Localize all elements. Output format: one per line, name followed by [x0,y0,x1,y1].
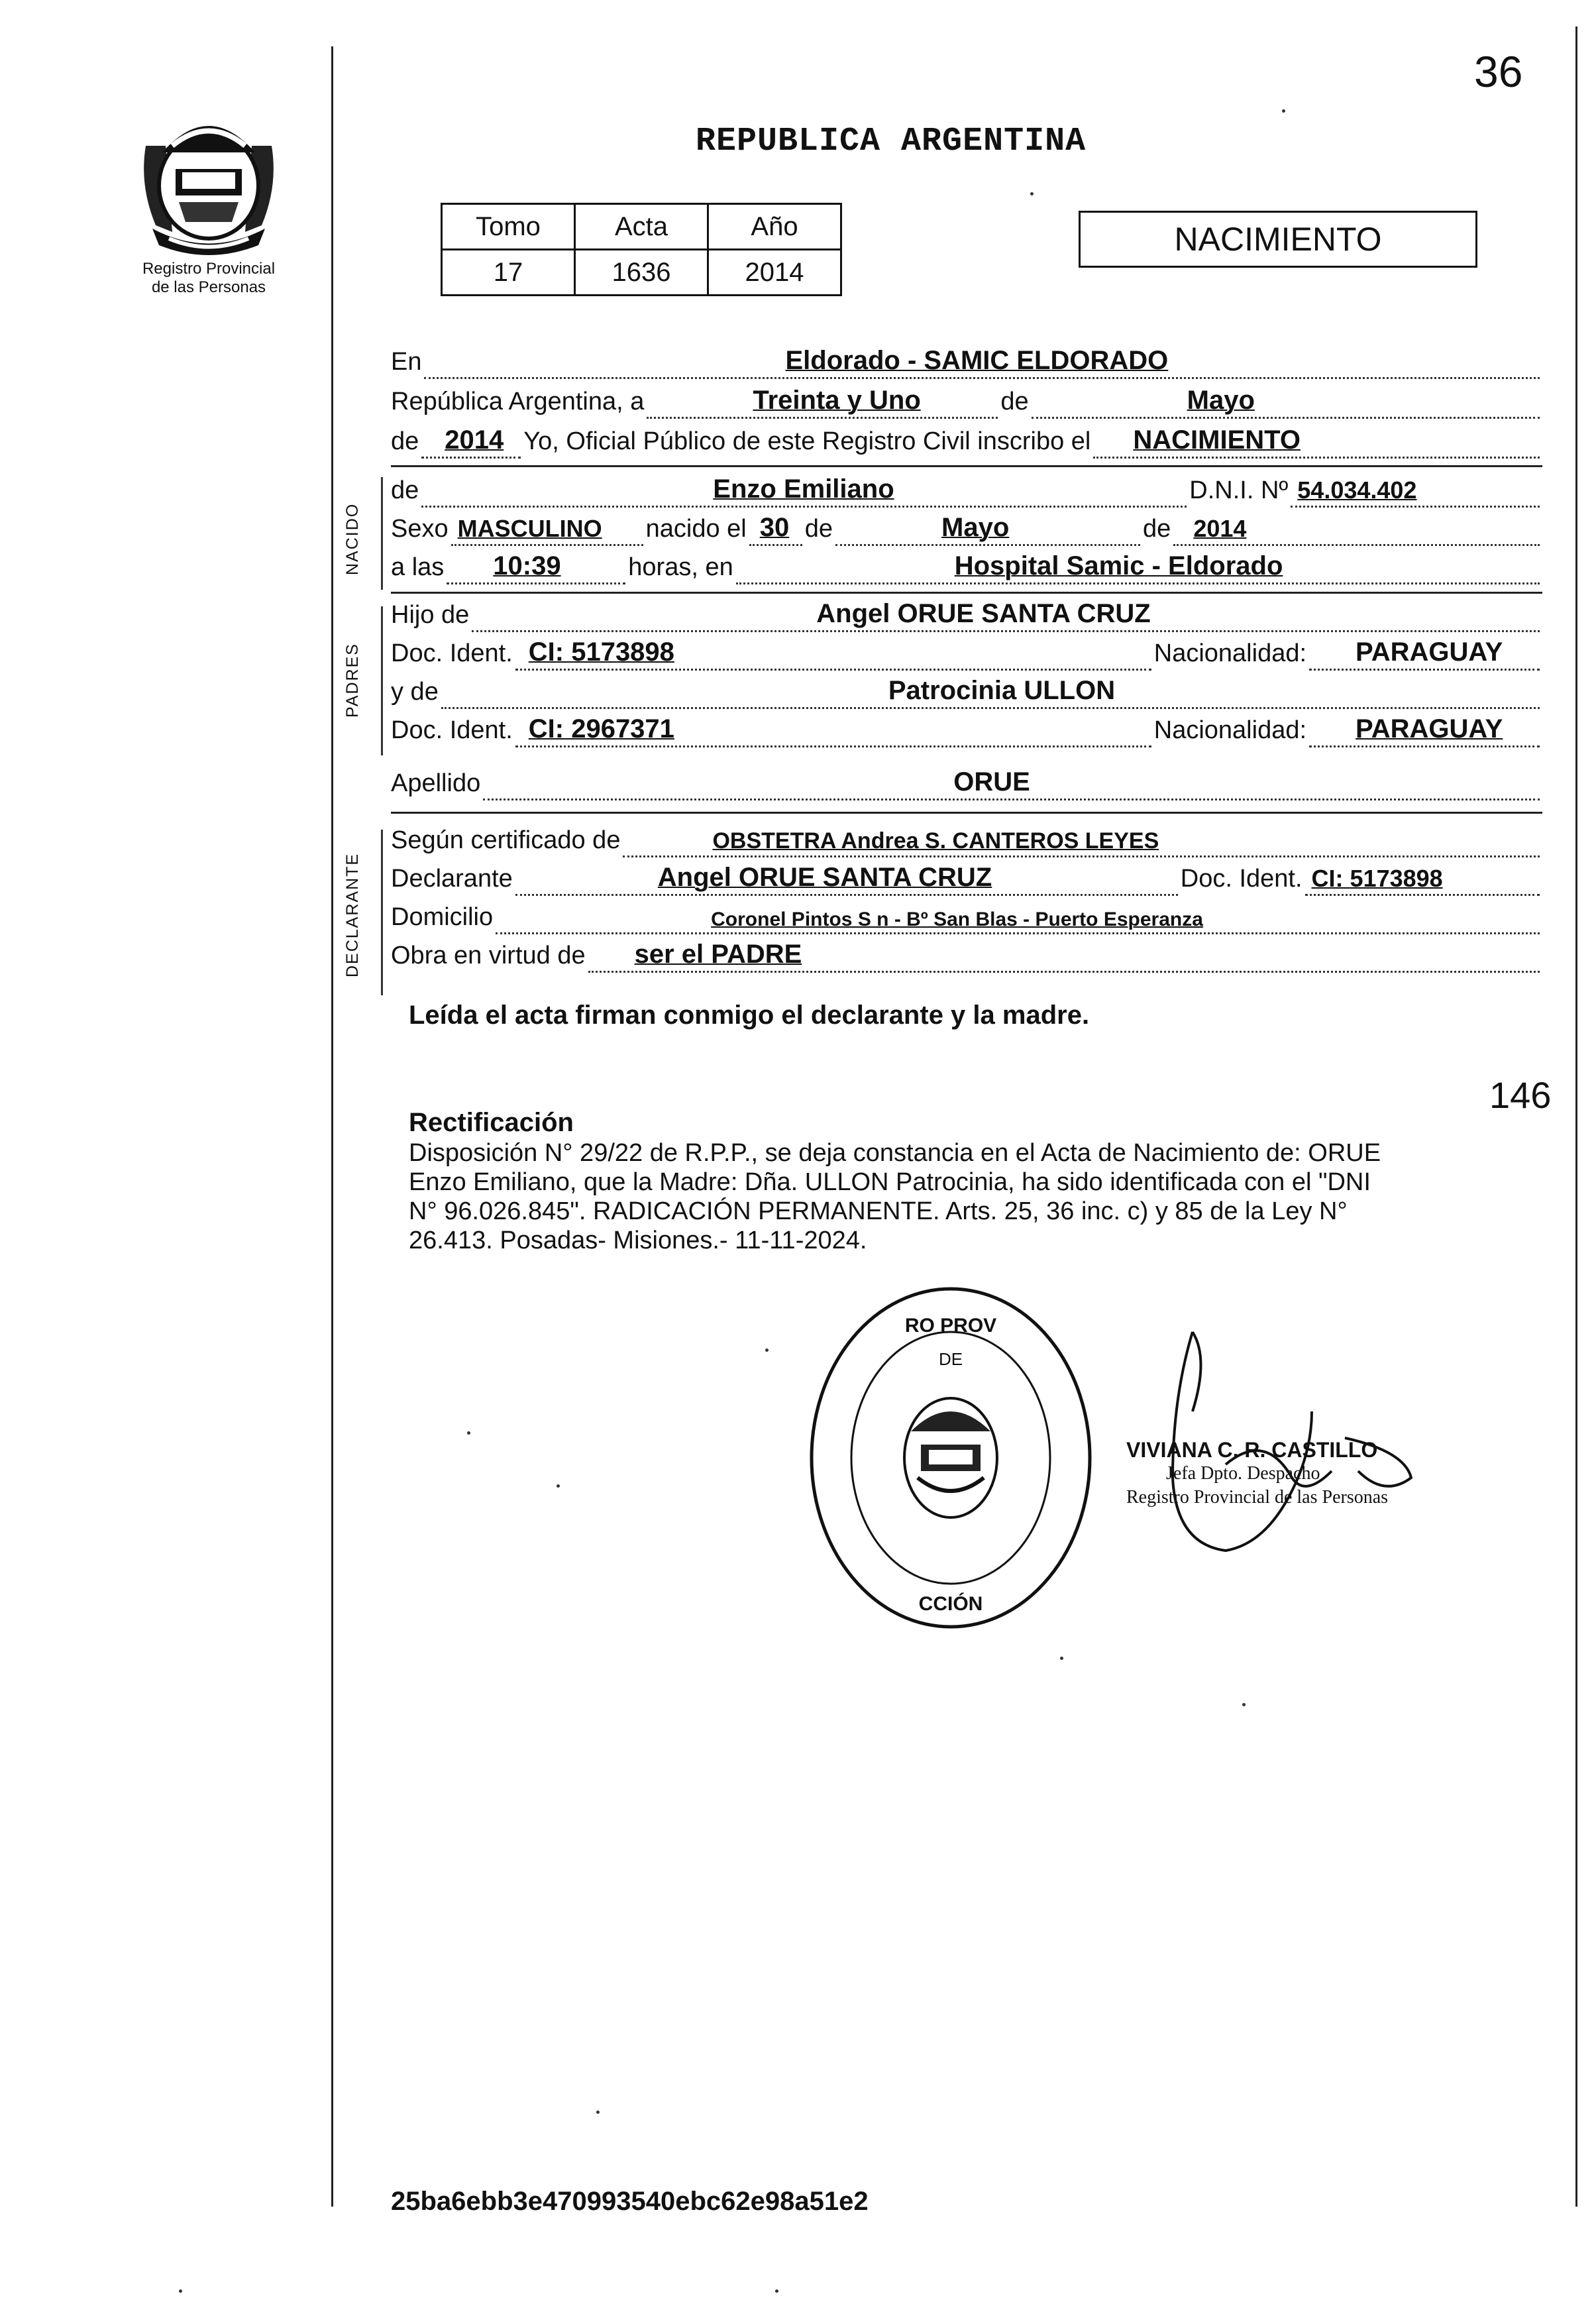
certificate-value: OBSTETRA Andrea S. CANTEROS LEYES [712,828,1159,853]
svg-text:DE: DE [938,1349,963,1369]
father-name-value: Angel ORUE SANTA CRUZ [816,599,1151,628]
anio-value: 2014 [708,250,841,296]
father-nationality-value: PARAGUAY [1356,637,1503,667]
acta-header: Acta [575,204,708,250]
rectification-text: Disposición N° 29/22 de R.P.P., se deja constancia en el Acta de Nacimiento de: ORUE Enzo Emiliano, que la Madre: Dña. ULLON Patrocinia, ha sido identificada con el "DNI N° 96.026.845". RADICACIÓN PERMANENTE. Arts. 25, 36 inc. c) y 85 de la Ley N° 26.413. Posadas- Misiones.- 11-11-2024. [409,1139,1381,1254]
place-value: Eldorado - SAMIC ELDORADO [785,346,1169,375]
inscribe-value: NACIMIENTO [1133,425,1301,455]
address-value: Coronel Pintos S n - Bº San Blas - Puerto Esperanza [711,908,1203,930]
row-time: a las 10:39 horas, en Hospital Samic - Eldorado [391,549,1542,584]
signer-stamp [1126,1438,1388,1510]
mother-nationality-value: PARAGUAY [1356,714,1503,743]
row-domicilio: Domicilio Coronel Pintos S n - Bº San Blas - Puerto Esperanza [391,899,1542,934]
anio-header: Año [708,204,841,250]
official-seal-icon [802,1279,1100,1637]
register-table [441,203,842,296]
row-inscribe: de 2014 Yo, Oficial Público de este Registro Civil inscribo el NACIMIENTO [391,423,1542,459]
signer-position: Jefa Dpto. Despacho [1166,1463,1320,1484]
birth-place-value: Hospital Samic - Eldorado [954,551,1283,580]
row-obra: Obra en virtud de ser el PADRE [391,937,1542,973]
birth-year-value: 2014 [1193,515,1247,542]
father-doc-value: CI: 5173898 [528,637,674,667]
row-father: Hijo de Angel ORUE SANTA CRUZ [391,596,1542,632]
svg-text:RO PROV: RO PROV [904,1315,997,1337]
row-cert: Según certificado de OBSTETRA Andrea S. CANTEROS LEYES [391,822,1542,857]
child-name-value: Enzo Emiliano [713,474,894,504]
month-value: Mayo [1187,386,1255,415]
registry-logo [126,106,292,258]
page-number: 36 [1474,47,1523,96]
declarant-doc-value: CI: 5173898 [1311,865,1443,892]
row-mother-doc: Doc. Ident. CI: 2967371 Nacionalidad: PARAGUAY [391,712,1542,747]
document-title: REPUBLICA ARGENTINA [696,123,1087,160]
birth-day-value: 30 [759,513,790,542]
document-hash: 25ba6ebb3e470993540ebc62e98a51e2 [391,2187,869,2216]
day-value: Treinta y Uno [753,386,921,415]
rectification-number: 146 [1489,1074,1552,1116]
birth-time-value: 10:39 [493,551,561,580]
row-declarante: Declarante Angel ORUE SANTA CRUZ Doc. Ident. CI: 5173898 [391,860,1542,896]
right-margin-line [1575,27,1577,2207]
divider-3 [391,812,1542,814]
logo-caption: Registro Provincial de las Personas [142,260,276,296]
year-value: 2014 [445,425,504,455]
declarant-value: Angel ORUE SANTA CRUZ [657,863,992,892]
left-margin-line [331,46,333,2207]
declarante-section-label: DECLARANTE [343,852,362,977]
divider-2 [391,592,1542,594]
row-sexo: Sexo MASCULINO nacido el 30 de Mayo de 2014 [391,510,1542,546]
row-mother: y de Patrocinia ULLON [391,673,1542,709]
closing-statement: Leída el acta firman conmigo el declarante y la madre. [409,1001,1090,1030]
tomo-value: 17 [442,250,575,296]
capacity-value: ser el PADRE [634,940,802,969]
nacido-section-label: NACIDO [343,502,362,575]
surname-value: ORUE [953,767,1030,797]
acta-value: 1636 [575,250,708,296]
mother-name-value: Patrocinia ULLON [888,676,1116,705]
dni-value: 54.034.402 [1297,476,1417,504]
padres-section-label: PADRES [343,643,362,718]
tomo-header: Tomo [442,204,575,250]
row-en: En Eldorado - SAMIC ELDORADO [391,343,1542,379]
mother-doc-value: CI: 2967371 [528,714,674,743]
divider-1 [391,465,1542,467]
coat-of-arms-icon [126,106,292,258]
rectification-title: Rectificación [409,1108,574,1137]
birth-month-value: Mayo [941,513,1010,542]
signer-office: Registro Provincial de las Personas [1126,1487,1389,1508]
row-date: República Argentina, a Treinta y Uno de Mayo [391,383,1542,419]
sex-value: MASCULINO [457,515,602,542]
row-name: de Enzo Emiliano D.N.I. Nº 54.034.402 [391,472,1542,508]
act-type-box: NACIMIENTO [1079,211,1477,268]
row-apellido: Apellido ORUE [391,765,1542,800]
svg-text:CCIÓN: CCIÓN [918,1593,983,1615]
row-father-doc: Doc. Ident. CI: 5173898 Nacionalidad: PARAGUAY [391,635,1542,671]
signer-name: VIVIANA C. R. CASTILLO [1126,1438,1378,1462]
official-stamp [802,1279,1100,1637]
